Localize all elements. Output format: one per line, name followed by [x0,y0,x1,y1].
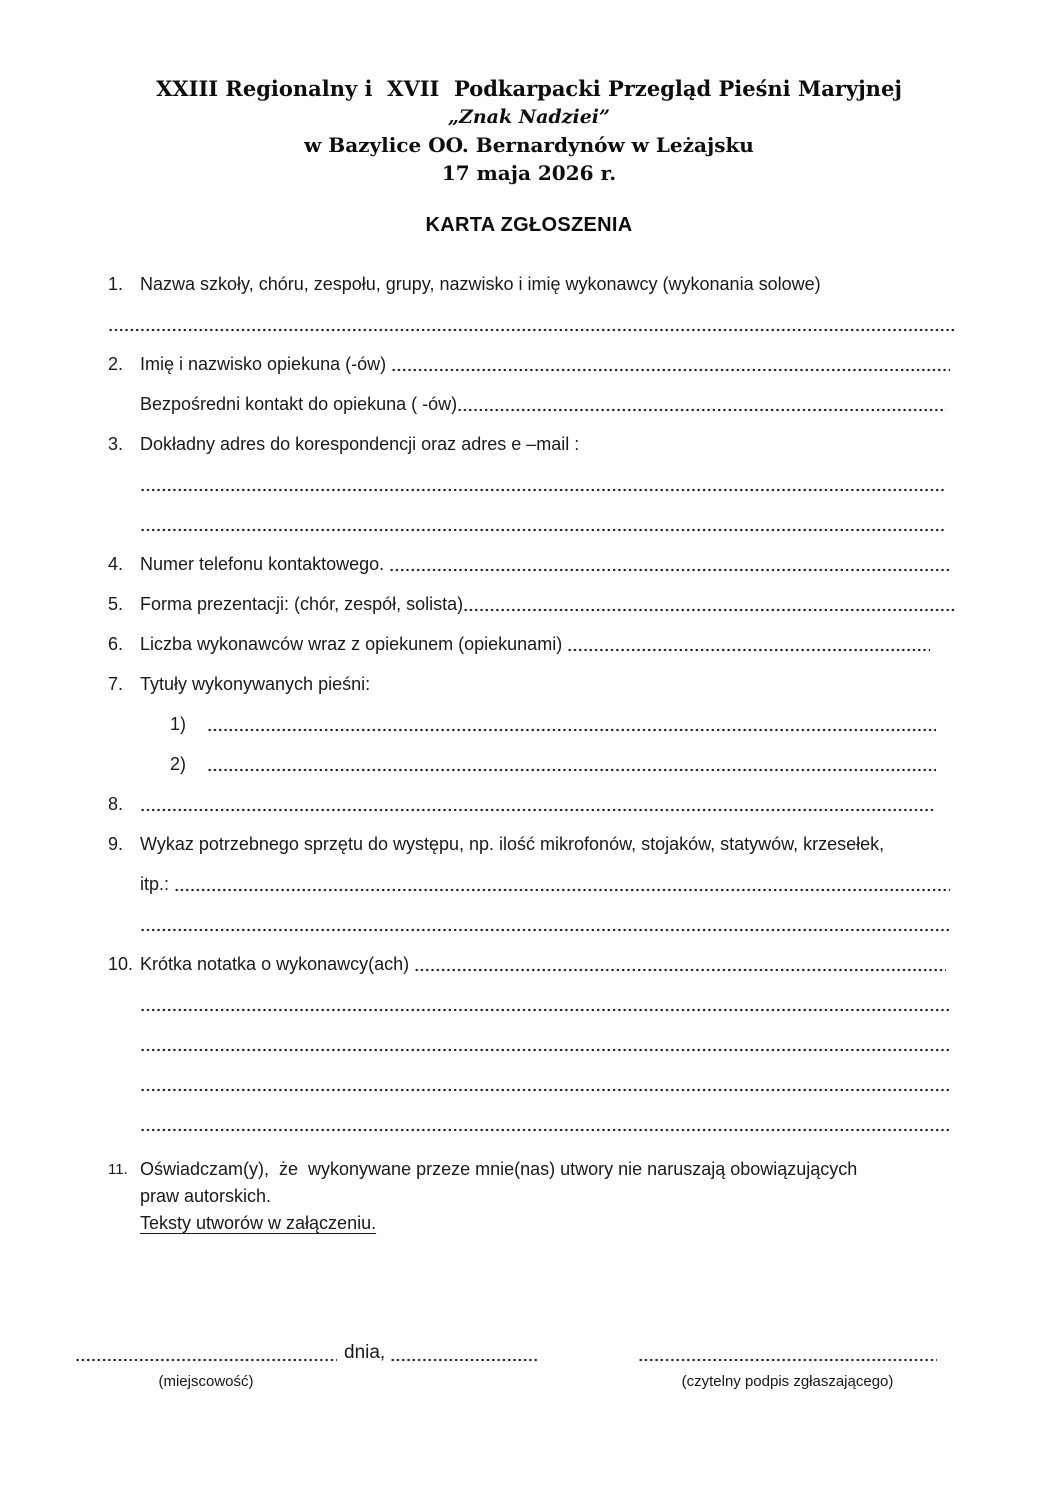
dotted-answer-line [140,1064,950,1104]
item-10-row [108,944,954,984]
item-1-label: Nazwa szkoły, chóru, zespołu, grupy, nazwisko i imię wykonawcy (wykonania solowe) [140,274,821,294]
item-9-label: Wykaz potrzebnego sprzętu do występu, np. ilość mikrofonów, stojaków, statywów, krzesełek, [140,834,885,854]
date-dotted-line [390,1340,537,1366]
item-8-number: 8. [108,794,124,814]
item-10-answer-row-2 [108,1024,954,1064]
item-2b-row [108,384,954,424]
item-2-number: 2. [108,354,124,374]
item-6-number: 6. [108,634,124,654]
place-caption: (miejscowość) [158,1373,254,1390]
item-1-number: 1. [108,274,124,294]
form-title: KARTA ZGŁOSZENIA [425,214,633,236]
form-body [0,264,1058,1237]
dotted-answer-line [140,1104,950,1144]
dotted-answer-line [140,984,950,1024]
item-5-row [108,584,954,624]
item-10-label: Krótka notatka o wykonawcy(ach) [140,954,415,974]
item-6-label: Liczba wykonawców wraz z opiekunem (opiekunami) [140,634,568,654]
item-1-row [108,264,954,304]
item-7-row [108,664,954,704]
event-title: XXIII Regionalny i XVII Podkarpacki Przegląd Pieśni Maryjnej [156,76,902,101]
dotted-fill [207,744,936,784]
item-11-line-2: praw autorskich. [140,1186,272,1206]
event-date: 17 maja 2026 r. [441,161,617,185]
item-3-answer-row-2 [108,504,954,544]
dotted-fill [389,544,950,584]
item-10-number: 10. [108,954,134,974]
dotted-fill [391,344,950,384]
item-11-statement [140,1156,857,1237]
item-2-row [108,344,954,384]
item-11-line-1: Oświadczam(y), że wykonywane przeze mnie(nas) utwory nie naruszają obowiązujących [140,1159,858,1179]
item-9-answer-row [108,904,954,944]
dotted-answer-line [140,464,946,504]
item-11-attachment-note: Teksty utworów w załączeniu. [140,1213,377,1233]
dotted-fill [140,784,936,824]
item-3-label: Dokładny adres do korespondencji oraz adres e –mail : [140,434,580,454]
signature-section [0,1340,1058,1410]
dotted-answer-line [140,1024,950,1064]
item-9b-row [108,864,954,904]
dotted-fill [457,384,946,424]
signature-dotted-line [638,1340,937,1366]
signature-caption: (czytelny podpis zgłaszającego) [681,1373,894,1390]
item-6-row [108,624,954,664]
item-2-label: Imię i nazwisko opiekuna (-ów) [140,354,392,374]
dotted-fill [414,944,946,984]
item-10-answer-row-1 [108,984,954,1024]
item-8-row [108,784,954,824]
dotted-answer-line [108,304,954,344]
item-7-label: Tytuły wykonywanych pieśni: [140,674,371,694]
item-3-row [108,424,954,464]
item-4-row [108,544,954,584]
place-dotted-line [75,1340,337,1366]
date-label: dnia, [344,1342,386,1363]
item-11-row [108,1156,954,1237]
item-4-label: Numer telefonu kontaktowego. [140,554,390,574]
item-10-answer-row-3 [108,1064,954,1104]
item-7-sub-1-row [108,704,954,744]
event-subtitle: „Znak Nadziei” [448,106,610,128]
item-3-answer-row-1 [108,464,954,504]
item-11-number: 11. [108,1161,128,1178]
item-2b-label: Bezpośredni kontakt do opiekuna ( -ów) [140,394,458,414]
item-9b-label: itp.: [140,874,175,894]
item-7-number: 7. [108,674,124,694]
sub-item-2-number: 2) [170,754,187,774]
item-9-row [108,824,954,864]
sub-item-1-number: 1) [170,714,187,734]
item-1-answer-row [108,304,954,344]
event-location: w Bazylice OO. Bernardynów w Leżajsku [304,133,754,157]
item-10-answer-row-4 [108,1104,954,1144]
document-header [0,0,1058,187]
dotted-fill [567,624,930,664]
dotted-answer-line [140,904,950,944]
dotted-fill [174,864,950,904]
dotted-fill [463,584,954,624]
item-4-number: 4. [108,554,124,574]
item-3-number: 3. [108,434,124,454]
item-5-label: Forma prezentacji: (chór, zespół, solista) [140,594,464,614]
dotted-answer-line [140,504,946,544]
item-5-number: 5. [108,594,124,614]
dotted-fill [207,704,936,744]
item-9-number: 9. [108,834,124,854]
item-7-sub-2-row [108,744,954,784]
